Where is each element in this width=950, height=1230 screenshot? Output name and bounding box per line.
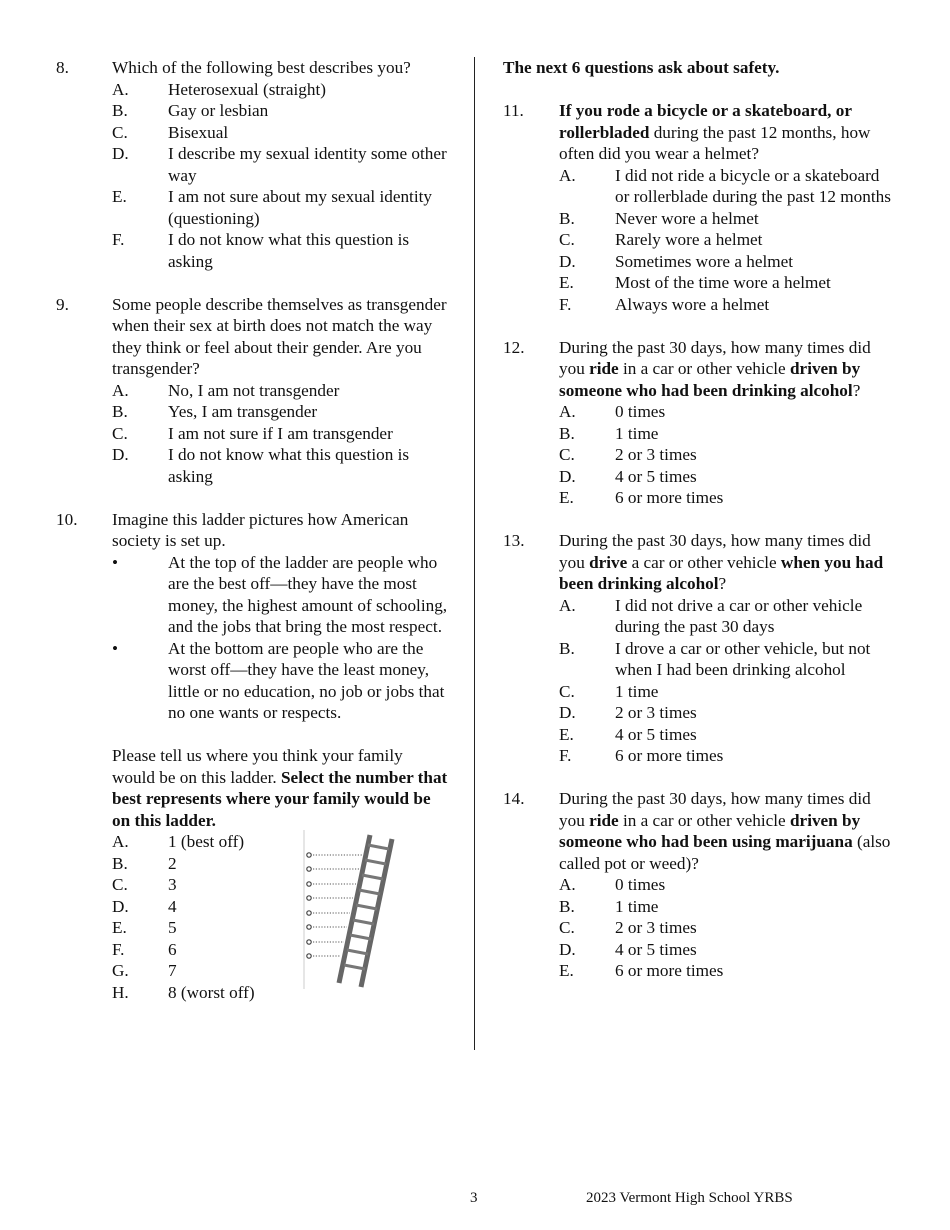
option-letter: C. <box>112 423 128 443</box>
option-letter: B. <box>559 423 575 443</box>
option-text: 4 or 5 times <box>615 939 697 959</box>
options-list <box>112 79 448 273</box>
option-text: 1 time <box>615 423 659 443</box>
option-text: I drove a car or other vehicle, but not when I had been drinking alcohol <box>615 638 871 679</box>
option-c[interactable] <box>112 122 448 144</box>
option-letter: F. <box>112 230 125 249</box>
option-text: Rarely wore a helmet <box>615 230 763 249</box>
question-bold: ride <box>589 810 619 830</box>
options-list <box>112 380 448 488</box>
option-b[interactable] <box>112 100 448 122</box>
option-f[interactable] <box>559 745 895 767</box>
question-10 <box>56 509 448 1004</box>
option-e[interactable] <box>112 186 448 229</box>
option-c[interactable] <box>559 917 895 939</box>
option-text: 2 or 3 times <box>615 445 697 464</box>
option-text: 2 or 3 times <box>615 918 697 937</box>
question-plain: a car or other vehicle <box>627 552 781 572</box>
bullet-icon: • <box>112 638 119 658</box>
option-text: Never wore a helmet <box>615 208 759 228</box>
option-b[interactable] <box>559 423 895 445</box>
option-letter: F. <box>559 294 572 314</box>
option-f[interactable] <box>112 229 448 272</box>
column-divider <box>474 57 475 1050</box>
options-list <box>559 595 895 767</box>
option-text: Most of the time wore a helmet <box>615 273 831 292</box>
question-number: 9. <box>56 294 69 314</box>
option-b[interactable] <box>559 208 895 230</box>
option-letter: B. <box>559 208 575 228</box>
option-letter: C. <box>559 918 575 937</box>
option-f[interactable] <box>559 294 895 316</box>
question-number: 14. <box>503 789 525 808</box>
option-text: 6 or more times <box>615 961 724 980</box>
option-letter: B. <box>559 896 575 916</box>
option-letter: A. <box>559 595 576 615</box>
ladder-options <box>112 831 448 1003</box>
option-text: I do not know what this question is asking <box>168 230 410 271</box>
question-number: 10. <box>56 509 78 529</box>
option-text: 4 <box>168 896 177 916</box>
option-text: I did not ride a bicycle or a skateboard or rollerblade during the past 12 months <box>615 165 891 206</box>
option-text: I am not sure about my sexual identity (questioning) <box>168 187 432 228</box>
question-plain: in a car or other vehicle <box>618 359 790 378</box>
section-header: The next 6 questions ask about safety. <box>503 58 780 77</box>
option-b[interactable] <box>112 401 448 423</box>
bullet-list <box>112 552 448 724</box>
question-plain: During the past 30 days, how many times did you <box>559 337 871 378</box>
option-text: I describe my sexual identity some other way <box>168 144 447 185</box>
question-plain: ? <box>852 380 861 400</box>
instruction-plain: Please tell us where you think your family would be on this ladder. <box>112 746 403 787</box>
option-c[interactable] <box>112 423 448 445</box>
question-bold: when you had been drinking alcohol <box>559 552 884 593</box>
option-text: I am not sure if I am transgender <box>168 423 393 443</box>
question-text: Imagine this ladder pictures how American society is set up. <box>112 509 409 550</box>
option-letter: D. <box>559 466 576 486</box>
question-bold: ride <box>589 359 619 378</box>
option-letter: D. <box>112 896 129 916</box>
bullet-icon: • <box>112 552 119 572</box>
question-11 <box>503 100 895 315</box>
option-letter: A. <box>112 380 129 400</box>
option-letter: C. <box>559 230 575 249</box>
left-column <box>56 57 448 1003</box>
option-c[interactable] <box>559 229 895 251</box>
right-column <box>503 57 895 982</box>
options-list <box>559 874 895 982</box>
option-letter: D. <box>559 703 576 722</box>
option-d[interactable] <box>559 251 895 273</box>
option-letter: G. <box>112 961 129 980</box>
ladder-icon <box>302 827 402 992</box>
instruction-bold: Select the number that best represents where your family would be on this ladder. <box>112 767 448 830</box>
question-bold: driven by someone who had been drinking alcohol <box>559 359 861 400</box>
question-text <box>559 100 895 165</box>
question-14 <box>503 788 895 982</box>
footer-title: 2023 Vermont High School YRBS <box>586 1190 793 1206</box>
option-letter: F. <box>112 939 125 959</box>
option-d[interactable] <box>559 702 895 724</box>
option-text: Heterosexual (straight) <box>168 79 326 99</box>
question-text <box>559 530 895 595</box>
option-text: 4 or 5 times <box>615 466 697 486</box>
option-letter: C. <box>559 445 575 464</box>
options-list <box>559 165 895 316</box>
option-text: 4 or 5 times <box>615 724 697 744</box>
option-a[interactable] <box>559 401 895 423</box>
option-letter: C. <box>112 122 128 142</box>
question-bold: If you rode a bicycle or a skateboard, or rollerbladed <box>559 101 852 142</box>
option-letter: D. <box>112 445 129 464</box>
question-bold: drive <box>589 552 628 572</box>
option-b[interactable] <box>559 638 895 681</box>
question-text <box>559 337 895 402</box>
option-letter: D. <box>559 939 576 959</box>
option-letter: E. <box>112 918 127 937</box>
option-text: Sometimes wore a helmet <box>615 251 794 271</box>
question-8 <box>56 57 448 272</box>
option-text: 6 or more times <box>615 746 724 765</box>
option-text: 2 or 3 times <box>615 703 697 722</box>
option-letter: E. <box>112 187 127 206</box>
bullet-text: At the bottom are people who are the worst off—they have the least money, little or no education, no job or jobs that no one wants or respects. <box>168 638 445 722</box>
question-plain: During the past 30 days, how many times did you <box>559 531 871 572</box>
option-d[interactable] <box>112 143 448 186</box>
option-letter: B. <box>112 853 128 873</box>
option-letter: A. <box>559 165 576 185</box>
option-letter: E. <box>559 273 574 292</box>
option-letter: D. <box>559 251 576 271</box>
option-text: Gay or lesbian <box>168 101 269 120</box>
question-12 <box>503 337 895 509</box>
option-letter: A. <box>112 79 129 99</box>
question-9 <box>56 294 448 488</box>
option-letter: F. <box>559 746 572 765</box>
question-plain: ? <box>718 574 727 593</box>
option-text: 1 time <box>615 896 659 916</box>
option-text: 3 <box>168 875 177 894</box>
option-text: 6 or more times <box>615 488 724 507</box>
option-letter: A. <box>559 402 576 421</box>
option-letter: A. <box>559 875 576 894</box>
question-13 <box>503 530 895 767</box>
bullet-item <box>112 552 448 638</box>
option-text: Always wore a helmet <box>615 294 770 314</box>
option-c[interactable] <box>559 444 895 466</box>
question-plain: during the past 12 months, how often did you wear a helmet? <box>559 122 871 163</box>
option-letter: A. <box>112 832 129 851</box>
option-letter: E. <box>559 488 574 507</box>
question-text: Which of the following best describes you? <box>112 58 411 77</box>
option-a[interactable] <box>559 874 895 896</box>
option-letter: B. <box>112 402 128 421</box>
option-letter: B. <box>559 638 575 658</box>
option-e[interactable] <box>559 272 895 294</box>
option-letter: H. <box>112 982 129 1002</box>
option-text: No, I am not transgender <box>168 380 340 400</box>
option-text: 1 time <box>615 681 659 701</box>
option-letter: C. <box>559 681 575 701</box>
instruction <box>112 745 448 831</box>
option-a[interactable] <box>559 165 895 208</box>
option-text: 5 <box>168 918 177 937</box>
option-letter: E. <box>559 724 574 744</box>
option-b[interactable] <box>559 896 895 918</box>
option-a[interactable] <box>112 380 448 402</box>
question-plain: in a car or other vehicle <box>618 810 790 830</box>
option-letter: B. <box>112 101 128 120</box>
option-e[interactable] <box>559 960 895 982</box>
option-d[interactable] <box>112 444 448 487</box>
option-text: I do not know what this question is asking <box>168 445 410 486</box>
option-text: 0 times <box>615 402 666 421</box>
option-text: 6 <box>168 939 177 959</box>
option-text: 1 (best off) <box>168 832 245 851</box>
bullet-item <box>112 638 448 724</box>
option-e[interactable] <box>559 487 895 509</box>
question-number: 12. <box>503 337 525 357</box>
option-text: Yes, I am transgender <box>168 402 318 421</box>
question-text: Some people describe themselves as transgender when their sex at birth does not match the way they think or feel about their gender. Are you transgender? <box>112 294 447 378</box>
bullet-text: At the top of the ladder are people who are the best off—they have the most money, the highest amount of schooling, and the jobs that bring the most respect. <box>168 552 448 636</box>
page-number: 3 <box>470 1190 478 1206</box>
option-d[interactable] <box>559 466 895 488</box>
option-letter: C. <box>112 875 128 894</box>
question-number: 13. <box>503 531 525 550</box>
option-a[interactable] <box>112 79 448 101</box>
question-bold: driven by someone who had been using marijuana <box>559 810 861 851</box>
question-plain: (also called pot or weed)? <box>559 832 891 873</box>
option-text: I did not drive a car or other vehicle during the past 30 days <box>615 595 863 636</box>
option-text: 7 <box>168 961 177 980</box>
question-number: 11. <box>503 101 524 120</box>
option-text: 0 times <box>615 875 666 894</box>
option-letter: D. <box>112 144 129 163</box>
option-text: 8 (worst off) <box>168 982 255 1002</box>
question-plain: During the past 30 days, how many times did you <box>559 789 871 830</box>
option-text: 2 <box>168 853 177 873</box>
option-a[interactable] <box>559 595 895 638</box>
option-d[interactable] <box>559 939 895 961</box>
option-c[interactable] <box>559 681 895 703</box>
options-list <box>559 401 895 509</box>
option-text: Bisexual <box>168 122 229 142</box>
question-text <box>559 788 895 874</box>
option-letter: E. <box>559 961 574 980</box>
question-number: 8. <box>56 58 69 77</box>
option-e[interactable] <box>559 724 895 746</box>
